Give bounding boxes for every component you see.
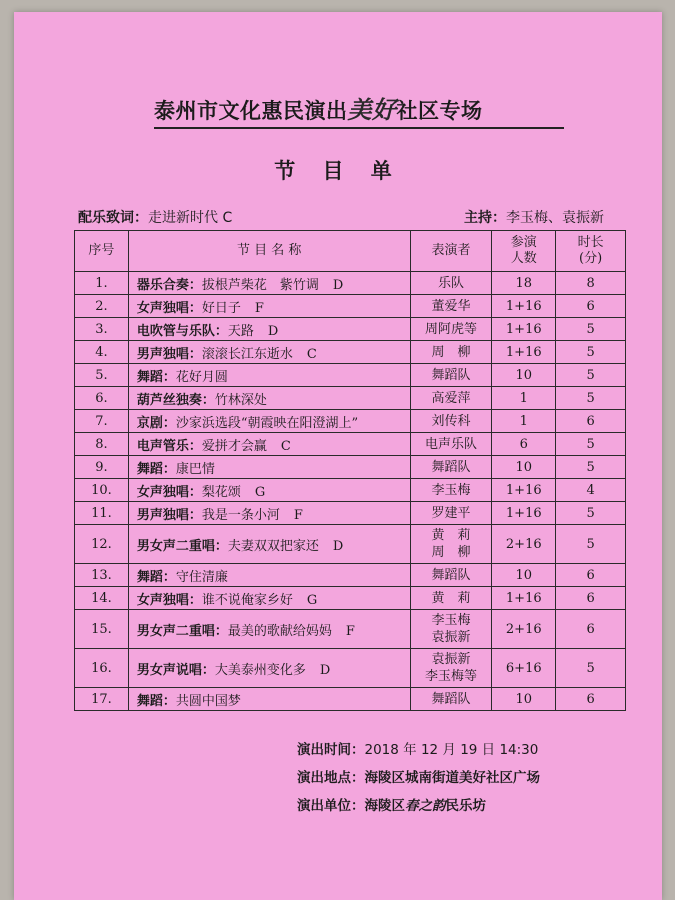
- performer: 袁振新: [431, 652, 471, 667]
- place-value: 海陵区城南街道美好社区广场: [364, 770, 540, 786]
- cell-program: [128, 410, 410, 433]
- program-type: 电吹管与乐队：: [136, 323, 228, 339]
- cell-count: 10: [492, 364, 556, 387]
- host-line: [464, 207, 604, 227]
- performer-second: 周 柳: [431, 545, 471, 560]
- cell-program: [128, 364, 410, 387]
- program-type: 器乐合奏：: [136, 277, 202, 293]
- program-title: 竹林深处: [214, 392, 267, 408]
- cell-count: 1+16: [492, 341, 556, 364]
- table-row: [75, 387, 626, 410]
- show-unit-line: [297, 794, 486, 814]
- cell-count: 10: [492, 688, 556, 711]
- program-type: 舞蹈：: [136, 569, 176, 585]
- cell-performer: [410, 502, 492, 525]
- cell-count: 10: [492, 456, 556, 479]
- table-row: [75, 456, 626, 479]
- program-key: F: [254, 300, 264, 316]
- header-duration-line1: 时长: [577, 235, 604, 250]
- cell-duration: 6: [556, 610, 626, 649]
- unit-label: 演出单位：: [297, 798, 365, 814]
- cell-performer: [410, 272, 492, 295]
- program-type: 男女声说唱：: [136, 662, 215, 678]
- table-row: [75, 610, 626, 649]
- program-type: 京剧：: [136, 415, 176, 431]
- program-key: D: [267, 323, 279, 339]
- table-row: [75, 688, 626, 711]
- cell-duration: 5: [556, 387, 626, 410]
- cell-duration: 5: [556, 649, 626, 688]
- title-prefix: 泰州市文化惠民演出: [154, 99, 348, 123]
- performer: 周 柳: [431, 344, 471, 360]
- table-row: [75, 272, 626, 295]
- performer: 刘传科: [431, 413, 471, 429]
- cell-program: [128, 456, 410, 479]
- program-title: 爱拼才会赢: [201, 438, 267, 454]
- music-value: 走进新时代 C: [148, 210, 233, 226]
- header-performer: 表演者: [410, 231, 492, 272]
- header-duration: [556, 231, 626, 272]
- cell-no: 4.: [75, 341, 129, 364]
- cell-no: 7.: [75, 410, 129, 433]
- cell-no: 1.: [75, 272, 129, 295]
- program-title: 滚滚长江东逝水: [201, 346, 293, 362]
- table-row: [75, 564, 626, 587]
- cell-program: [128, 341, 410, 364]
- program-type: 女声独唱：: [136, 300, 202, 316]
- cell-performer: [410, 295, 492, 318]
- program-key: F: [345, 623, 355, 639]
- program-title: 沙家浜选段“朝霞映在阳澄湖上”: [175, 415, 359, 431]
- cell-duration: 6: [556, 564, 626, 587]
- show-time-line: [297, 738, 538, 758]
- program-title: 谁不说俺家乡好: [201, 592, 293, 608]
- cell-program: [128, 688, 410, 711]
- performer: 周阿虎等: [424, 321, 477, 337]
- cell-program: [128, 295, 410, 318]
- cell-duration: 6: [556, 410, 626, 433]
- program-key: F: [293, 507, 303, 523]
- program-table: [74, 230, 626, 711]
- time-label: 演出时间：: [297, 742, 365, 758]
- cell-program: [128, 649, 410, 688]
- program-title: 守住清廉: [175, 569, 228, 585]
- cell-duration: 5: [556, 318, 626, 341]
- table-row: [75, 433, 626, 456]
- cell-duration: 6: [556, 295, 626, 318]
- program-type: 男声独唱：: [136, 507, 202, 523]
- program-title: 我是一条小河: [201, 507, 280, 523]
- performer: 舞蹈队: [431, 367, 471, 383]
- cell-duration: 6: [556, 688, 626, 711]
- title-calligraphy: 美好: [347, 95, 397, 124]
- table-row: [75, 295, 626, 318]
- cell-no: 14.: [75, 587, 129, 610]
- program-key: C: [306, 346, 317, 362]
- program-type: 女声独唱：: [136, 484, 202, 500]
- table-row: [75, 587, 626, 610]
- cell-count: 18: [492, 272, 556, 295]
- performer: 李玉梅: [431, 613, 471, 628]
- cell-performer: [410, 525, 492, 564]
- performer: 乐队: [437, 275, 464, 291]
- table-row: [75, 364, 626, 387]
- header-name: 节 目 名 称: [128, 231, 410, 272]
- program-type: 女声独唱：: [136, 592, 202, 608]
- program-type: 男女声二重唱：: [136, 623, 228, 639]
- program-title: 共圆中国梦: [175, 693, 241, 709]
- cell-no: 5.: [75, 364, 129, 387]
- cell-program: [128, 387, 410, 410]
- cell-performer: [410, 587, 492, 610]
- performer: 罗建平: [431, 505, 471, 521]
- cell-program: [128, 433, 410, 456]
- cell-program: [128, 525, 410, 564]
- program-title: 康巴情: [175, 461, 215, 477]
- program-title: 天路: [227, 323, 254, 339]
- show-place-line: [297, 766, 540, 786]
- performer: 董爱华: [431, 298, 471, 314]
- program-key: D: [332, 538, 344, 554]
- cell-duration: 5: [556, 502, 626, 525]
- cell-no: 10.: [75, 479, 129, 502]
- program-type: 电声管乐：: [136, 438, 202, 454]
- cell-duration: 5: [556, 341, 626, 364]
- program-title: 大美泰州变化多: [214, 662, 306, 678]
- performer: 舞蹈队: [431, 459, 471, 475]
- program-key: C: [280, 438, 291, 454]
- cell-no: 2.: [75, 295, 129, 318]
- cell-no: 8.: [75, 433, 129, 456]
- cell-duration: 5: [556, 525, 626, 564]
- cell-performer: [410, 456, 492, 479]
- cell-count: 1+16: [492, 479, 556, 502]
- cell-no: 11.: [75, 502, 129, 525]
- program-title: 梨花颂: [201, 484, 241, 500]
- cell-program: [128, 479, 410, 502]
- music-speech-line: [78, 207, 232, 227]
- cell-duration: 5: [556, 456, 626, 479]
- cell-performer: [410, 341, 492, 364]
- program-type: 葫芦丝独奏：: [136, 392, 215, 408]
- cell-performer: [410, 433, 492, 456]
- header-no: 序号: [75, 231, 129, 272]
- cell-count: 6+16: [492, 649, 556, 688]
- cell-performer: [410, 410, 492, 433]
- music-label: 配乐致词：: [78, 210, 148, 226]
- table-row: [75, 525, 626, 564]
- table-row: [75, 479, 626, 502]
- program-title: 花好月圆: [175, 369, 228, 385]
- program-type: 舞蹈：: [136, 369, 176, 385]
- program-type: 舞蹈：: [136, 693, 176, 709]
- host-label: 主持：: [464, 210, 506, 226]
- program-type: 男女声二重唱：: [136, 538, 228, 554]
- cell-count: 1: [492, 410, 556, 433]
- performer: 舞蹈队: [431, 567, 471, 583]
- cell-no: 15.: [75, 610, 129, 649]
- program-key: G: [306, 592, 318, 608]
- performer: 高爱萍: [431, 390, 471, 406]
- table-row: [75, 502, 626, 525]
- cell-performer: [410, 564, 492, 587]
- performer-second: 袁振新: [431, 630, 471, 645]
- cell-program: [128, 587, 410, 610]
- cell-performer: [410, 479, 492, 502]
- cell-count: 1+16: [492, 295, 556, 318]
- cell-duration: 5: [556, 433, 626, 456]
- header-count-line2: 人数: [510, 251, 537, 266]
- cell-performer: [410, 364, 492, 387]
- program-paper: [14, 12, 662, 900]
- table-row: [75, 318, 626, 341]
- program-title: 拔根芦柴花 紫竹调: [201, 277, 319, 293]
- header-count: [492, 231, 556, 272]
- cell-count: 6: [492, 433, 556, 456]
- program-key: D: [319, 662, 331, 678]
- cell-no: 6.: [75, 387, 129, 410]
- program-type: 舞蹈：: [136, 461, 176, 477]
- performer-second: 李玉梅等: [424, 669, 477, 684]
- cell-count: 2+16: [492, 610, 556, 649]
- cell-performer: [410, 387, 492, 410]
- table-row: [75, 410, 626, 433]
- cell-count: 10: [492, 564, 556, 587]
- performer: 电声乐队: [424, 436, 477, 452]
- performer: 黄 莉: [431, 590, 471, 606]
- performer: 李玉梅: [431, 482, 471, 498]
- program-title: 夫妻双双把家还: [227, 538, 319, 554]
- place-label: 演出地点：: [297, 770, 365, 786]
- cell-no: 9.: [75, 456, 129, 479]
- cell-duration: 4: [556, 479, 626, 502]
- cell-no: 12.: [75, 525, 129, 564]
- unit-suffix: 民乐坊: [445, 798, 486, 814]
- page-title: [154, 90, 564, 129]
- unit-prefix: 海陵区: [364, 798, 405, 814]
- unit-calligraphy: 春之韵: [405, 798, 446, 814]
- cell-program: [128, 502, 410, 525]
- table-row: [75, 649, 626, 688]
- cell-no: 16.: [75, 649, 129, 688]
- program-type: 男声独唱：: [136, 346, 202, 362]
- cell-program: [128, 610, 410, 649]
- host-value: 李玉梅、袁振新: [506, 210, 604, 226]
- cell-duration: 8: [556, 272, 626, 295]
- cell-count: 2+16: [492, 525, 556, 564]
- performer: 舞蹈队: [431, 691, 471, 707]
- cell-performer: [410, 610, 492, 649]
- header-count-line1: 参演: [510, 235, 537, 250]
- cell-program: [128, 564, 410, 587]
- cell-count: 1+16: [492, 587, 556, 610]
- program-list-heading: 节 目 单: [274, 159, 402, 183]
- program-key: D: [332, 277, 344, 293]
- cell-count: 1+16: [492, 318, 556, 341]
- cell-duration: 6: [556, 587, 626, 610]
- cell-no: 3.: [75, 318, 129, 341]
- cell-no: 17.: [75, 688, 129, 711]
- cell-no: 13.: [75, 564, 129, 587]
- cell-performer: [410, 318, 492, 341]
- cell-count: 1+16: [492, 502, 556, 525]
- program-title: 最美的歌献给妈妈: [227, 623, 332, 639]
- table-row: [75, 341, 626, 364]
- cell-performer: [410, 688, 492, 711]
- cell-count: 1: [492, 387, 556, 410]
- performer: 黄 莉: [431, 528, 471, 543]
- time-value: 2018 年 12 月 19 日 14:30: [364, 742, 539, 758]
- header-duration-line2: (分): [579, 251, 603, 266]
- program-title: 好日子: [201, 300, 241, 316]
- table-header-row: [75, 231, 626, 272]
- cell-program: [128, 272, 410, 295]
- cell-program: [128, 318, 410, 341]
- cell-performer: [410, 649, 492, 688]
- title-suffix: 社区专场: [396, 99, 483, 123]
- program-key: G: [254, 484, 266, 500]
- cell-duration: 5: [556, 364, 626, 387]
